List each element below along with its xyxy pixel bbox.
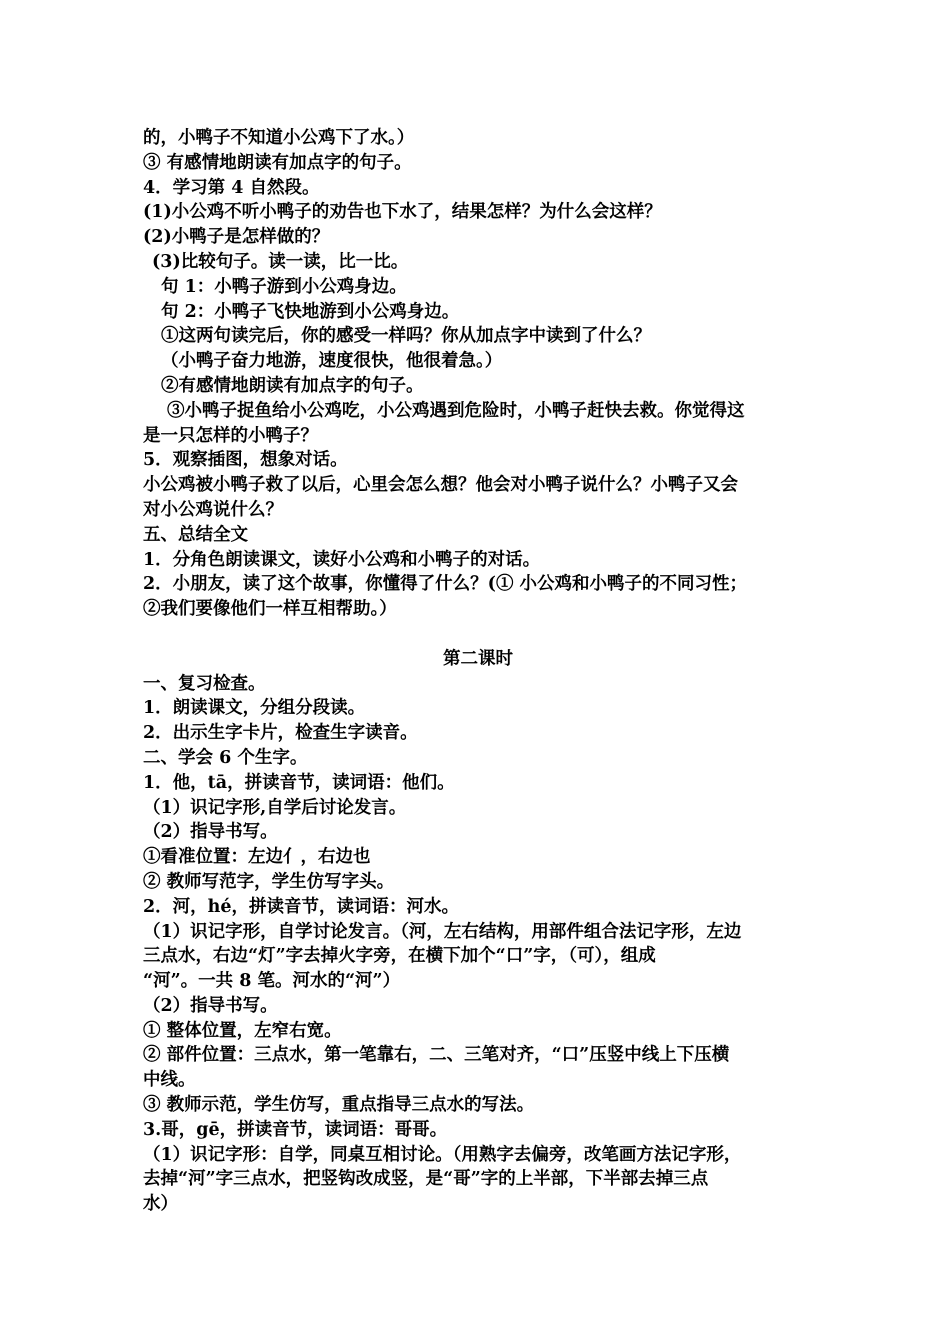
section-heading: 二、学会 6 个生字。 bbox=[143, 747, 308, 768]
section-heading: 五、总结全文 bbox=[143, 524, 248, 545]
text-line: ①看准位置：左边亻，右边也 bbox=[143, 847, 371, 868]
text-line: “河”。一共 8 笔。河水的“河”） bbox=[143, 971, 401, 992]
text-line: 中线。 bbox=[143, 1070, 196, 1091]
text-line: 小公鸡被小鸭子救了以后，心里会怎么想？他会对小鸭子说什么？小鸭子又会 bbox=[143, 475, 738, 496]
text-line: (2)小鸭子是怎样做的？ bbox=[143, 227, 330, 248]
text-line: ② 部件位置：三点水，第一笔靠右，二、三笔对齐，“口”压竖中线上下压横 bbox=[143, 1045, 730, 1066]
text-line: ②我们要像他们一样互相帮助。） bbox=[143, 599, 397, 620]
text-line: 2．河，hé，拼读音节，读词语：河水。 bbox=[143, 896, 460, 917]
text-line: （1）识记字形,自学后讨论发言。 bbox=[143, 797, 407, 818]
text-line: ③小鸭子捉鱼给小公鸡吃，小公鸡遇到危险时，小鸭子赶快去救。你觉得这 bbox=[167, 400, 745, 421]
text-line: （1）识记字形：自学，同桌互相讨论。（用熟字去偏旁，改笔画方法记字形， bbox=[143, 1144, 742, 1165]
text-line: (3)比较句子。读一读，比一比。 bbox=[152, 251, 409, 272]
text-line: 句 1：小鸭子游到小公鸡身边。 bbox=[161, 276, 407, 297]
text-line: 三点水，右边“灯”字去掉火字旁，在横下加个“口”字，（可），组成 bbox=[143, 946, 656, 967]
text-line: （2）指导书写。 bbox=[143, 995, 278, 1016]
text-line: ① 整体位置，左窄右宽。 bbox=[143, 1020, 342, 1041]
text-line: 水） bbox=[143, 1194, 178, 1215]
text-line: 1．朗读课文，分组分段读。 bbox=[143, 698, 366, 719]
text-line: （1）识记字形，自学讨论发言。（河，左右结构，用部件组合法记字形，左边 bbox=[143, 921, 742, 942]
text-line: 1．他，tā，拼读音节，读词语：他们。 bbox=[143, 772, 455, 793]
text-line: ③ 教师示范，学生仿写，重点指导三点水的写法。 bbox=[143, 1095, 535, 1116]
text-line: ②有感情地朗读有加点字的句子。 bbox=[161, 375, 424, 396]
text-line: 是一只怎样的小鸭子？ bbox=[143, 425, 318, 446]
text-line: 2．出示生字卡片，检查生字读音。 bbox=[143, 723, 418, 744]
text-line: 4．学习第 4 自然段。 bbox=[143, 177, 320, 198]
text-line: 3.哥，gē，拼读音节，读词语：哥哥。 bbox=[143, 1119, 448, 1140]
text-line: (1)小公鸡不听小鸭子的劝告也下水了，结果怎样？为什么会这样？ bbox=[143, 202, 662, 223]
text-line: ② 教师写范字，学生仿写字头。 bbox=[143, 871, 395, 892]
text-line: 5．观察插图，想象对话。 bbox=[143, 450, 348, 471]
text-line: 2．小朋友，读了这个故事，你懂得了什么？(① 小公鸡和小鸭子的不同习性； bbox=[143, 574, 748, 595]
lesson-title: 第二课时 bbox=[443, 648, 513, 669]
text-line: 句 2：小鸭子飞快地游到小公鸡身边。 bbox=[161, 301, 460, 322]
text-line: ③ 有感情地朗读有加点字的句子。 bbox=[143, 152, 412, 173]
text-line: ①这两句读完后，你的感受一样吗？你从加点字中读到了什么？ bbox=[161, 326, 651, 347]
text-line: 1．分角色朗读课文，读好小公鸡和小鸭子的对话。 bbox=[143, 549, 541, 570]
document-body bbox=[143, 126, 813, 1217]
text-line: 的，小鸭子不知道小公鸡下了水。） bbox=[143, 128, 415, 148]
text-line: （2）指导书写。 bbox=[143, 822, 278, 843]
section-heading: 一、复习检查。 bbox=[143, 673, 266, 694]
text-line: 去掉“河”字三点水，把竖钩改成竖，是“哥”字的上半部，下半部去掉三点 bbox=[143, 1169, 709, 1190]
text-line: 对小公鸡说什么？ bbox=[143, 499, 283, 520]
text-line: （小鸭子奋力地游，速度很快，他很着急。） bbox=[161, 351, 503, 372]
